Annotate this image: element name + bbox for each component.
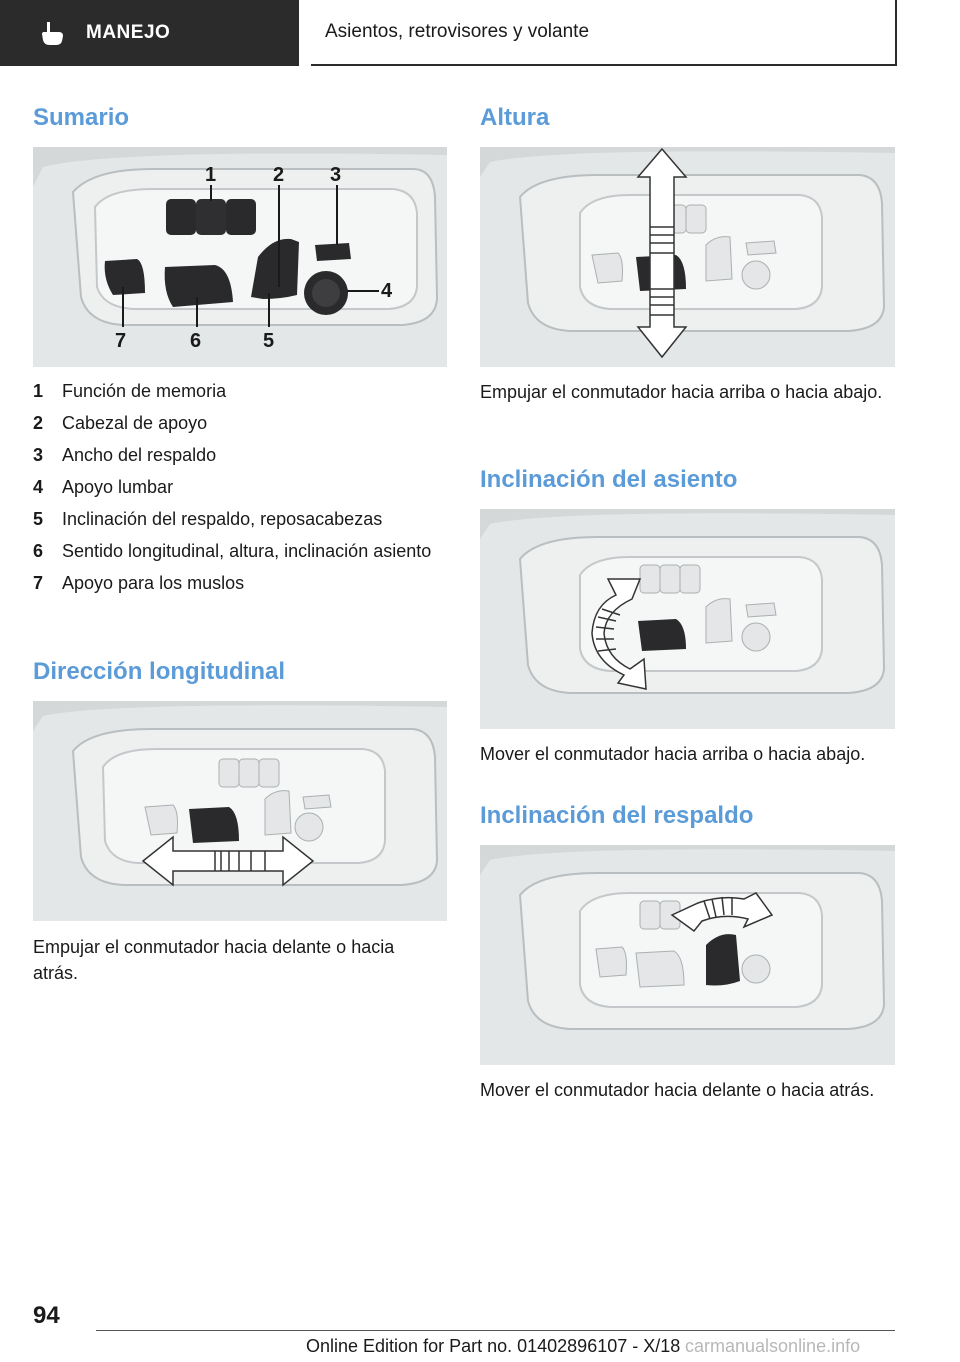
list-item [33,444,443,467]
seat-tilt-text: Mover el conmutador hacia arriba o hacia abajo. [480,744,866,764]
callout-7: 7 [115,330,127,352]
item-number: 7 [33,573,44,593]
list-item [33,476,443,499]
item-number: 5 [33,509,44,529]
callout-4: 4 [381,280,393,302]
summary-figure [33,147,447,367]
footer-divider [96,1330,895,1331]
item-text: Ancho del respaldo [62,445,217,465]
callout-1: 1 [205,164,217,186]
seat-tilt-illustration [480,509,895,729]
callout-2: 2 [273,164,285,186]
list-item [33,380,443,403]
list-item [33,572,443,595]
summary-heading: Sumario [33,104,130,131]
height-figure [480,147,895,367]
item-text: Apoyo lumbar [62,477,174,497]
item-text: Cabezal de apoyo [62,413,208,433]
backrest-text: Mover el conmutador hacia delante o hacia atrás. [480,1080,875,1100]
list-item [33,412,443,435]
seat-controls-illustration [33,147,447,367]
item-number: 2 [33,413,44,433]
list-item [33,540,443,563]
list-item [33,508,443,531]
watermark-text: carmanualsonline.info [685,1336,861,1356]
summary-list [33,380,443,604]
callout-6: 6 [190,330,202,352]
item-text: Apoyo para los muslos [62,573,245,593]
backrest-figure [480,845,895,1065]
item-number: 4 [33,477,44,497]
seat-tilt-heading: Inclinación del asiento [480,466,738,493]
chapter-header [311,0,897,66]
item-number: 3 [33,445,44,465]
item-text: Sentido longitudinal, altura, inclinación asiento [62,541,432,561]
longitudinal-heading: Dirección longitudinal [33,658,286,685]
callout-5: 5 [263,330,275,352]
hand-steering-icon [38,19,66,47]
item-number: 1 [33,381,44,401]
height-heading: Altura [480,104,550,131]
height-illustration [480,147,895,367]
longitudinal-figure [33,701,447,921]
backrest-illustration [480,845,895,1065]
section-title: MANEJO [86,22,171,43]
backrest-heading: Inclinación del respaldo [480,802,754,829]
seat-tilt-figure [480,509,895,729]
item-text: Inclinación del respaldo, reposacabezas [62,509,383,529]
page-number: 94 [33,1302,60,1329]
chapter-title: Asientos, retrovisores y volante [325,21,590,42]
section-tab [0,0,299,66]
longitudinal-illustration [33,701,447,921]
item-text: Función de memoria [62,381,227,401]
item-number: 6 [33,541,44,561]
longitudinal-text: Empujar el conmutador hacia delante o hacia atrás. [33,937,395,983]
callout-3: 3 [330,164,342,186]
height-text: Empujar el conmutador hacia arriba o hacia abajo. [480,382,883,402]
edition-text: Online Edition for Part no. 01402896107 - X/18 [306,1336,681,1356]
